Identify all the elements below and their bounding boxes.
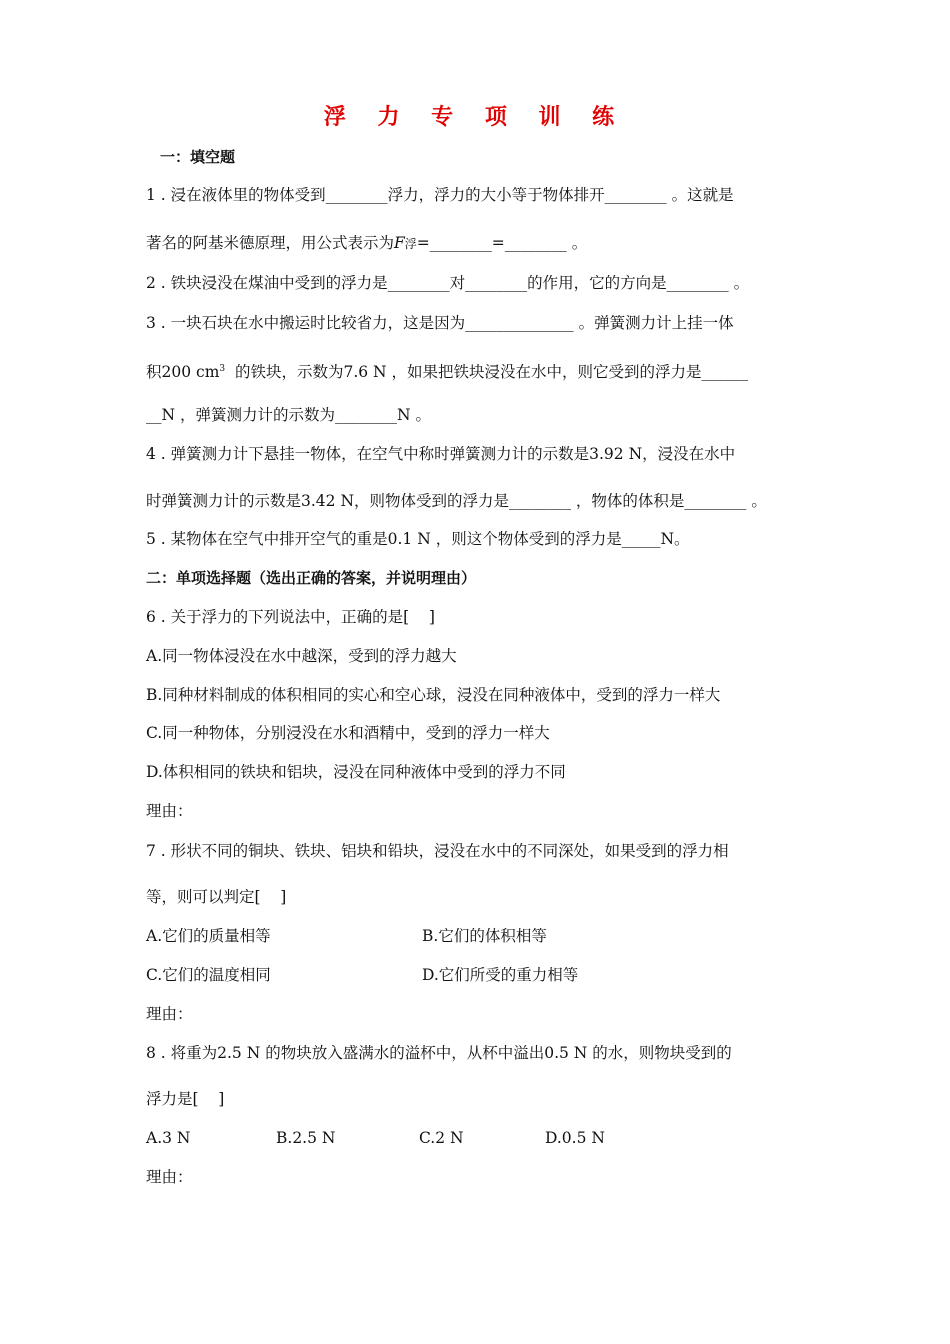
question-6-option-a: A.同一物体浸没在水中越深，受到的浮力越大 [146, 647, 457, 665]
q1-formula-blanks: =________=________ 。 [416, 234, 588, 252]
q3-superscript: 3 [219, 364, 226, 374]
question-7-reason: 理由： [146, 1005, 193, 1023]
question-4-line-2: 时弹簧测力计的示数是3.42 N，则物体受到的浮力是________ ，物体的体积是________ 。 [146, 492, 767, 510]
question-7-option-d: D.它们所受的重力相等 [422, 966, 579, 984]
q3-text: 的铁块，示数为7.6 N ，如果把铁块浸没在水中，则它受到的浮力是______ [225, 363, 749, 381]
q1-formula-subscript: 浮 [404, 237, 417, 251]
question-3-line-3: __N ，弹簧测力计的示数为________N 。 [146, 406, 431, 424]
question-6-option-b: B.同种材料制成的体积相同的实心和空心球，浸没在同种液体中，受到的浮力一样大 [146, 686, 721, 704]
question-8-option-a: A.3 N [146, 1129, 191, 1147]
question-4-line-1: 4 . 弹簧测力计下悬挂一物体，在空气中称时弹簧测力计的示数是3.92 N，浸没在水中 [146, 445, 736, 463]
question-5: 5 . 某物体在空气中排开空气的重是0.1 N ，则这个物体受到的浮力是_____N。 [146, 530, 690, 548]
question-1-line-1: 1 . 浸在液体里的物体受到________浮力，浮力的大小等于物体排开________ 。这就是 [146, 186, 734, 204]
question-3-line-1: 3 . 一块石块在水中搬运时比较省力，这是因为______________ 。弹簧测力计上挂一体 [146, 314, 734, 332]
question-7-line-2: 等，则可以判定[ ] [146, 888, 287, 906]
section-heading-fill-in: 一：填空题 [160, 148, 236, 166]
question-8-option-d: D.0.5 N [545, 1129, 605, 1147]
question-2: 2 . 铁块浸没在煤油中受到的浮力是________对________的作用，它的方向是________ 。 [146, 274, 750, 292]
question-6-option-d: D.体积相同的铁块和铝块，浸没在同种液体中受到的浮力不同 [146, 763, 566, 781]
question-7-line-1: 7 . 形状不同的铜块、铁块、铝块和铅块，浸没在水中的不同深处，如果受到的浮力相 [146, 842, 729, 860]
q3-volume: 积200 cm [146, 363, 220, 381]
q1-formula-symbol: F [394, 234, 405, 252]
question-8-reason: 理由： [146, 1168, 193, 1186]
question-7-option-c: C.它们的温度相同 [146, 966, 271, 984]
question-7-option-b: B.它们的体积相等 [422, 927, 547, 945]
question-6-stem: 6 . 关于浮力的下列说法中，正确的是[ ] [146, 608, 435, 626]
question-8-option-c: C.2 N [419, 1129, 464, 1147]
question-1-line-2 [146, 232, 587, 255]
page-title: 浮 力 专 项 训 练 [323, 105, 627, 130]
question-8-line-1: 8 . 将重为2.5 N 的物块放入盛满水的溢杯中，从杯中溢出0.5 N 的水，则物块受到的 [146, 1044, 732, 1062]
section-heading-multiple-choice: 二：单项选择题（选出正确的答案，并说明理由） [146, 569, 477, 587]
question-7-option-a: A.它们的质量相等 [146, 927, 271, 945]
question-3-line-2 [146, 358, 748, 383]
question-8-line-2: 浮力是[ ] [146, 1090, 225, 1108]
question-8-option-b: B.2.5 N [276, 1129, 336, 1147]
question-6-option-c: C.同一种物体，分别浸没在水和酒精中，受到的浮力一样大 [146, 724, 550, 742]
q1-text: 著名的阿基米德原理，用公式表示为 [146, 234, 395, 252]
question-6-reason: 理由： [146, 802, 193, 820]
